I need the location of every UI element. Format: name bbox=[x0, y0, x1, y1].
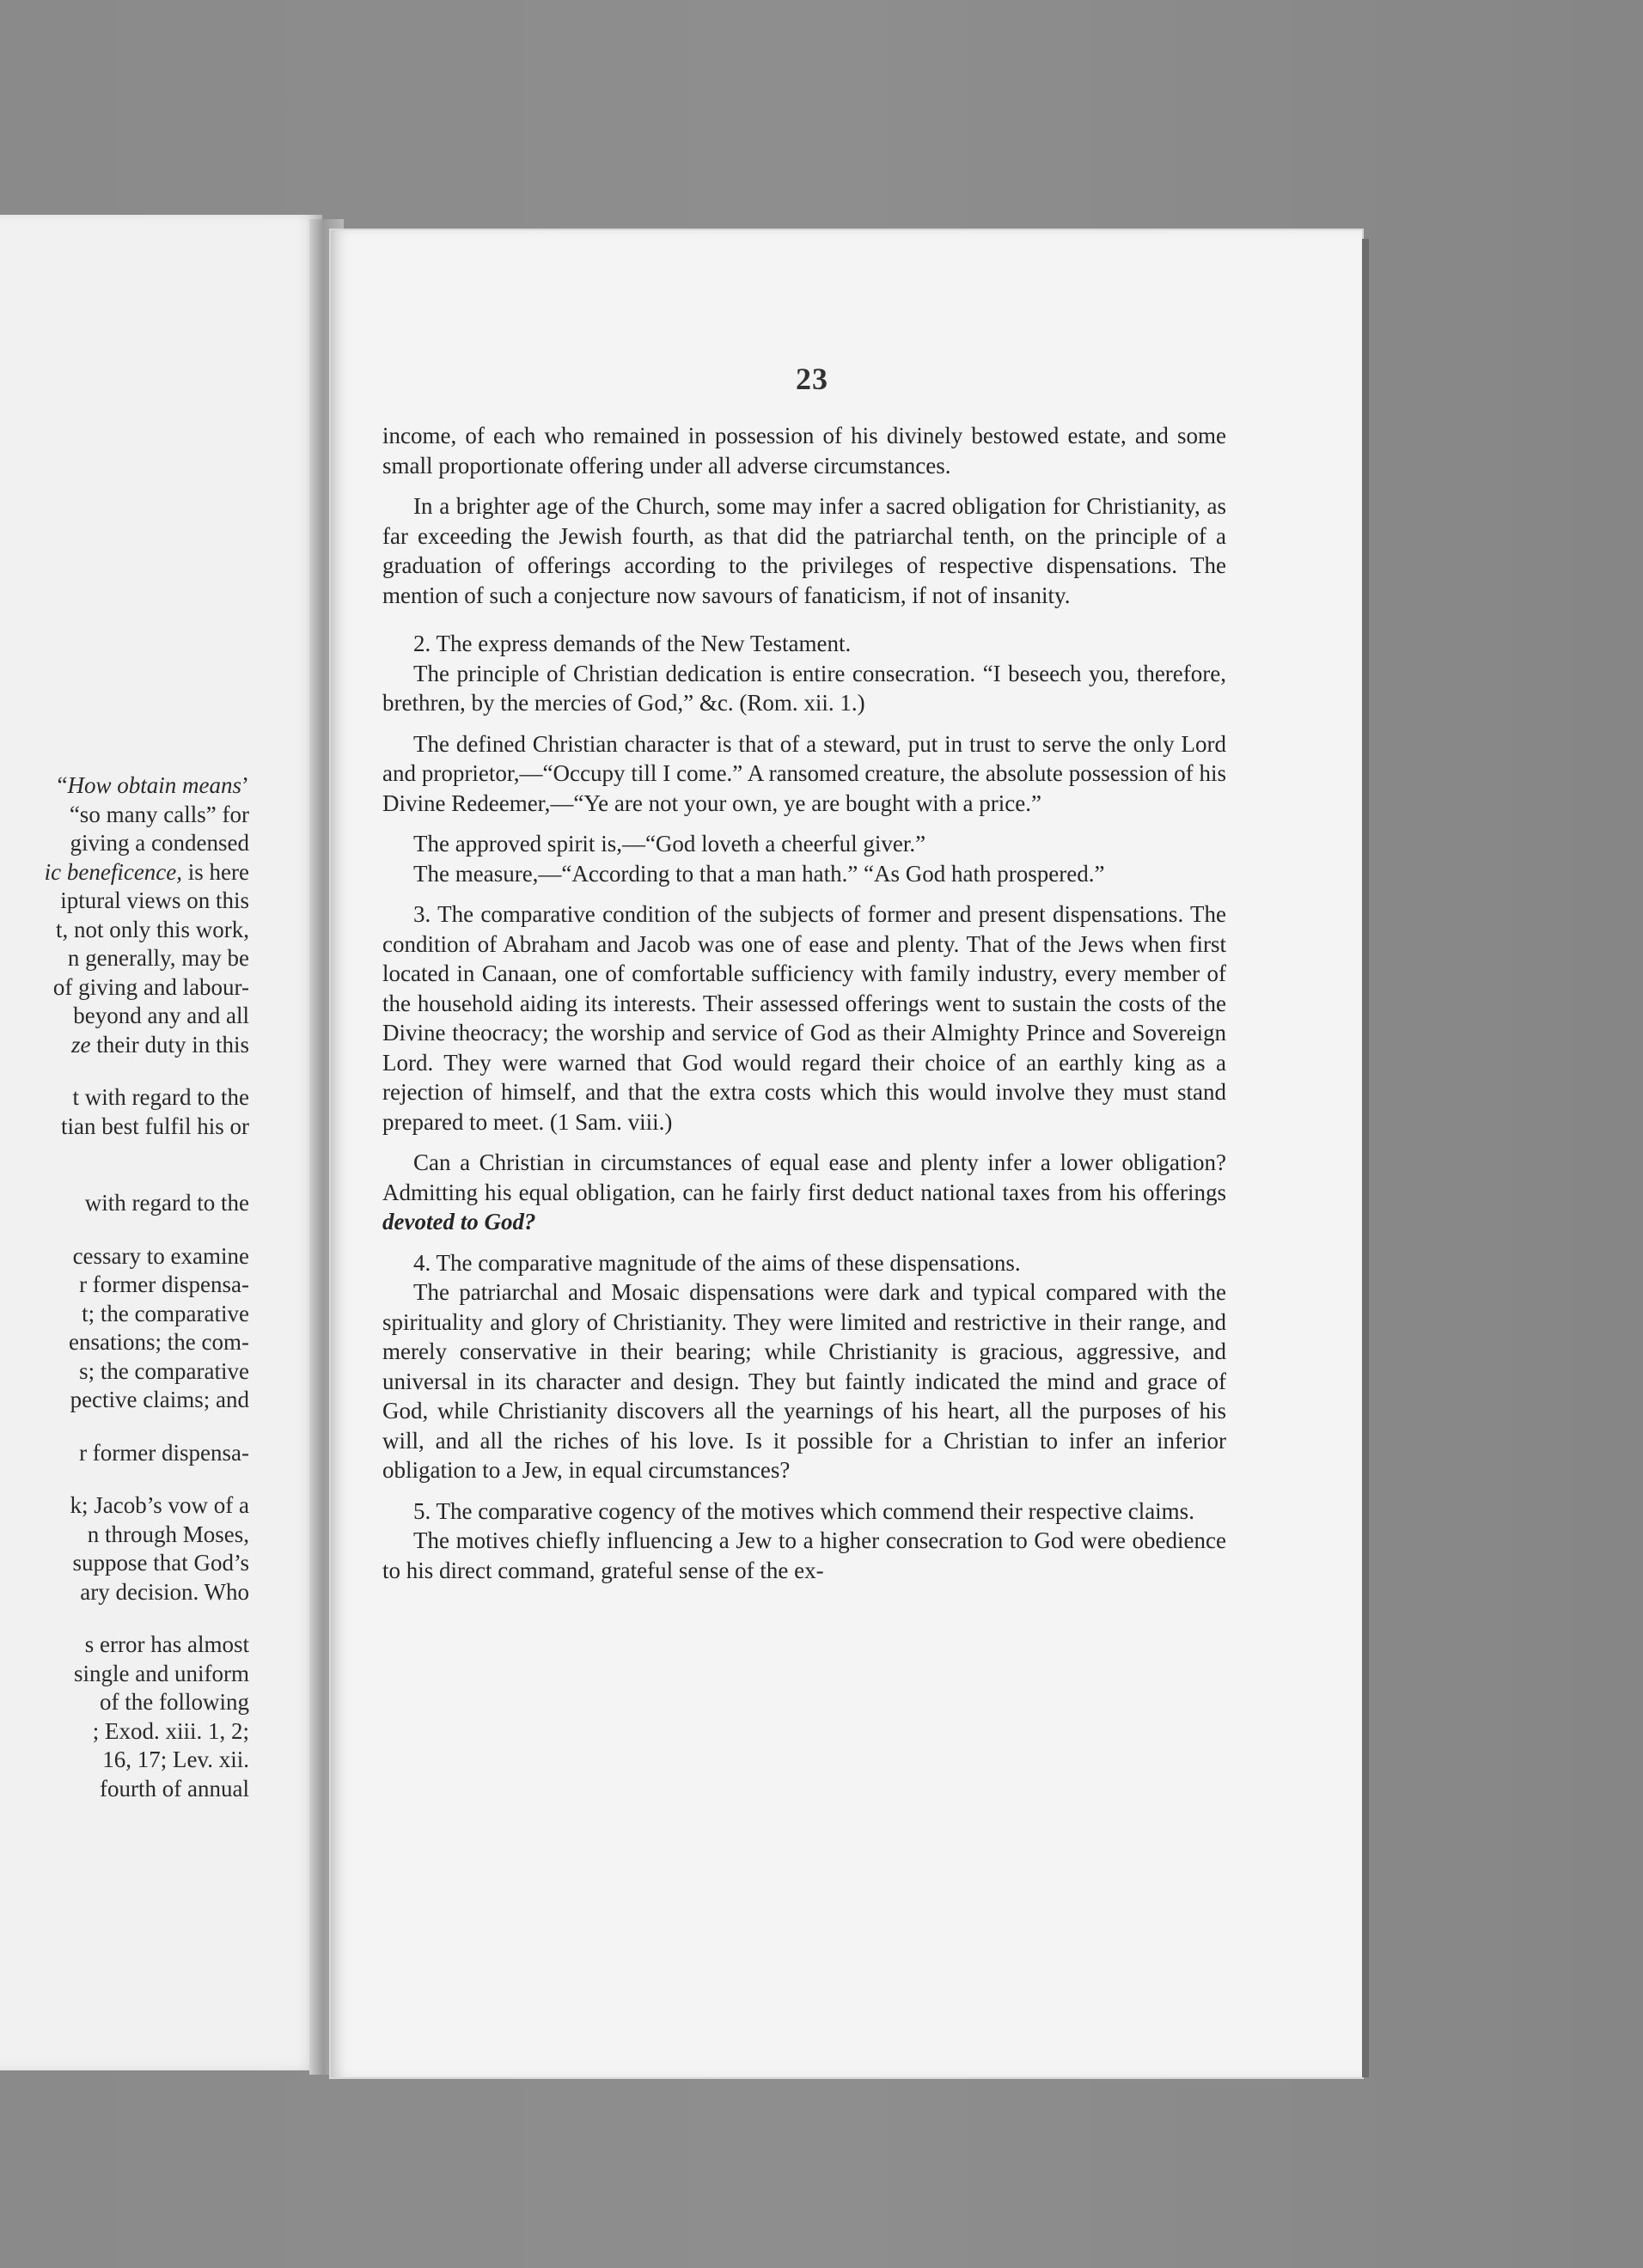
paragraph: The principle of Christian dedication is entire consecration. “I beseech you, therefore, brethren, by the mercies of God,” &c. (Rom. xii. 1.) bbox=[382, 660, 1226, 716]
line-text: k; Jacob’s vow of a bbox=[70, 1492, 249, 1518]
line-text: pective claims; and bbox=[70, 1387, 249, 1412]
line-text: beyond any and all bbox=[73, 1003, 249, 1028]
line-text: r former dispensa- bbox=[79, 1271, 249, 1297]
left-page-line bbox=[0, 771, 249, 801]
line-text: ary decision. Who bbox=[80, 1578, 249, 1605]
line-text: with regard to the bbox=[84, 1190, 249, 1216]
line-text: tian best fulfil his or bbox=[61, 1113, 249, 1139]
left-page-line bbox=[0, 1775, 249, 1804]
paragraph: The approved spirit is,—“God loveth a cheerful giver.” bbox=[413, 831, 926, 857]
left-page-line bbox=[0, 1328, 249, 1357]
line-text: their duty in this bbox=[90, 1031, 249, 1058]
page-edge bbox=[1362, 239, 1369, 2077]
line-gap bbox=[0, 1059, 249, 1083]
paragraph: The defined Christian character is that of a steward, put in trust to serve the only Lord and proprietor,—“Occupy till I come.” A ransomed creature, the absolute possession of his Divine Redeemer,—“Ye are not your own, ye are bought with a price.” bbox=[382, 730, 1226, 816]
line-text: s; the comparative bbox=[79, 1357, 249, 1384]
left-page-line bbox=[0, 1083, 249, 1113]
line-text: t with regard to the bbox=[72, 1084, 249, 1110]
paragraph: The patriarchal and Mosaic dispensations were dark and typical compared with the spirituality and glory of Christianity. They were limited and restrictive in their range, and merely conservative in their bearing; while Christianity is gracious, aggressive, and universal in its character and design. They but faintly indicated the mind and grace of God, while Christianity discovers all the yearnings of his heart, all the purposes of his will, and all the riches of his love. Is it possible for a Christian to infer an inferior obligation to a Jew, in equal circumstances? bbox=[382, 1279, 1226, 1483]
line-text: giving a condensed bbox=[70, 830, 249, 856]
left-page-line bbox=[0, 1439, 249, 1468]
left-page-line bbox=[0, 1189, 249, 1218]
line-text: “so many calls” for bbox=[69, 801, 249, 827]
left-page-line bbox=[0, 801, 249, 830]
left-page-line bbox=[0, 1271, 249, 1300]
left-page-line bbox=[0, 916, 249, 945]
line-text: n through Moses, bbox=[87, 1521, 249, 1547]
line-text: “ bbox=[57, 772, 68, 798]
left-page-line bbox=[0, 887, 249, 916]
section-heading: 4. The comparative magnitude of the aims of these dispensations. bbox=[413, 1249, 1021, 1276]
left-page-line bbox=[0, 1717, 249, 1747]
left-page-line bbox=[0, 973, 249, 1003]
paragraph: The measure,—“According to that a man hath.” “As God hath prospered.” bbox=[413, 860, 1105, 887]
line-gap bbox=[0, 1218, 249, 1242]
paragraph: In a brighter age of the Church, some may infer a sacred obligation for Christianity, as far exceeding the Jewish fourth, as that did the patriarchal tenth, on the principle of a graduation of offerings according to the privileges of respective dispensations. The mention of such a conjecture now savours of fanaticism, if not of insanity. bbox=[382, 493, 1226, 608]
left-page-line bbox=[0, 858, 249, 887]
line-text: s error has almost bbox=[84, 1631, 249, 1657]
left-page-line bbox=[0, 1660, 249, 1689]
left-facing-page bbox=[0, 215, 322, 2070]
line-text: of giving and labour- bbox=[52, 973, 249, 1000]
paragraph bbox=[382, 1148, 1226, 1237]
line-text: iptural views on this bbox=[60, 887, 249, 913]
line-text: r former dispensa- bbox=[79, 1439, 249, 1466]
line-gap bbox=[0, 1606, 249, 1631]
left-page-line bbox=[0, 1002, 249, 1031]
line-text: single and uniform bbox=[74, 1660, 249, 1686]
line-gap bbox=[0, 1141, 249, 1165]
left-page-text bbox=[0, 771, 249, 1803]
line-text: t, not only this work, bbox=[55, 916, 249, 942]
emphasis-text: devoted to God? bbox=[382, 1209, 536, 1235]
page-number: 23 bbox=[796, 362, 828, 396]
section-heading: 5. The comparative cogency of the motives which commend their respective claims. bbox=[413, 1497, 1194, 1524]
left-page-line bbox=[0, 829, 249, 858]
line-text: cessary to examine bbox=[72, 1242, 249, 1269]
right-page bbox=[331, 230, 1362, 2077]
left-page-line bbox=[0, 1578, 249, 1607]
paragraph-text: Can a Christian in circumstances of equal ease and plenty infer a lower obligation? Admitting his equal obligation, can he fairly first deduct national taxes from his offerings bbox=[382, 1149, 1226, 1205]
italic-text: How obtain means bbox=[67, 772, 241, 798]
line-text: 16, 17; Lev. xii. bbox=[102, 1747, 249, 1772]
section-paragraph: 3. The comparative condition of the subjects of former and present dispensations. The condition of Abraham and Jacob was one of ease and plenty. That of the Jews when first located in Canaan, one of comfortable sufficiency with family industry, every member of the household aiding its interests. Their assessed offerings went to sustain the costs of the Divine theocracy; the worship and service of God as their Almighty Prince and Sovereign Lord. They were warned that God would regard their choice of an earthly king as a rejection of himself, and that the extra costs which this would involve they must stand prepared to meet. (1 Sam. viii.) bbox=[382, 901, 1226, 1135]
line-text: t; the comparative bbox=[82, 1300, 249, 1326]
left-page-line bbox=[0, 1113, 249, 1142]
line-text: ; Exod. xiii. 1, 2; bbox=[92, 1717, 249, 1744]
line-text: is here bbox=[182, 858, 249, 885]
left-page-line bbox=[0, 1357, 249, 1387]
line-text: of the following bbox=[100, 1689, 249, 1715]
left-page-line bbox=[0, 1491, 249, 1521]
left-page-line bbox=[0, 1631, 249, 1660]
paragraph: income, of each who remained in possession of his divinely bestowed estate, and some small proportionate offering under all adverse circumstances. bbox=[382, 423, 1226, 479]
line-gap bbox=[0, 1415, 249, 1439]
line-gap bbox=[0, 1165, 249, 1189]
left-page-line bbox=[0, 1031, 249, 1060]
left-page-line bbox=[0, 1300, 249, 1329]
line-text: fourth of annual bbox=[100, 1775, 249, 1802]
left-page-line bbox=[0, 1746, 249, 1775]
line-text: ’ bbox=[241, 772, 249, 798]
left-page-line bbox=[0, 1688, 249, 1717]
body-text bbox=[382, 421, 1226, 1596]
left-page-line bbox=[0, 944, 249, 973]
line-text: ensations; the com- bbox=[69, 1329, 249, 1355]
line-text: n generally, may be bbox=[67, 945, 249, 971]
left-page-line bbox=[0, 1549, 249, 1578]
line-text: suppose that God’s bbox=[72, 1550, 249, 1576]
left-page-line bbox=[0, 1242, 249, 1271]
italic-text: ic beneficence, bbox=[44, 858, 183, 885]
paragraph: The motives chiefly influencing a Jew to a higher consecration to God were obedience to his direct command, grateful sense of the ex- bbox=[382, 1527, 1226, 1583]
line-gap bbox=[0, 1467, 249, 1491]
italic-text: ze bbox=[71, 1031, 91, 1058]
left-page-line bbox=[0, 1521, 249, 1550]
left-page-line bbox=[0, 1386, 249, 1415]
section-heading: 2. The express demands of the New Testament. bbox=[413, 631, 852, 656]
